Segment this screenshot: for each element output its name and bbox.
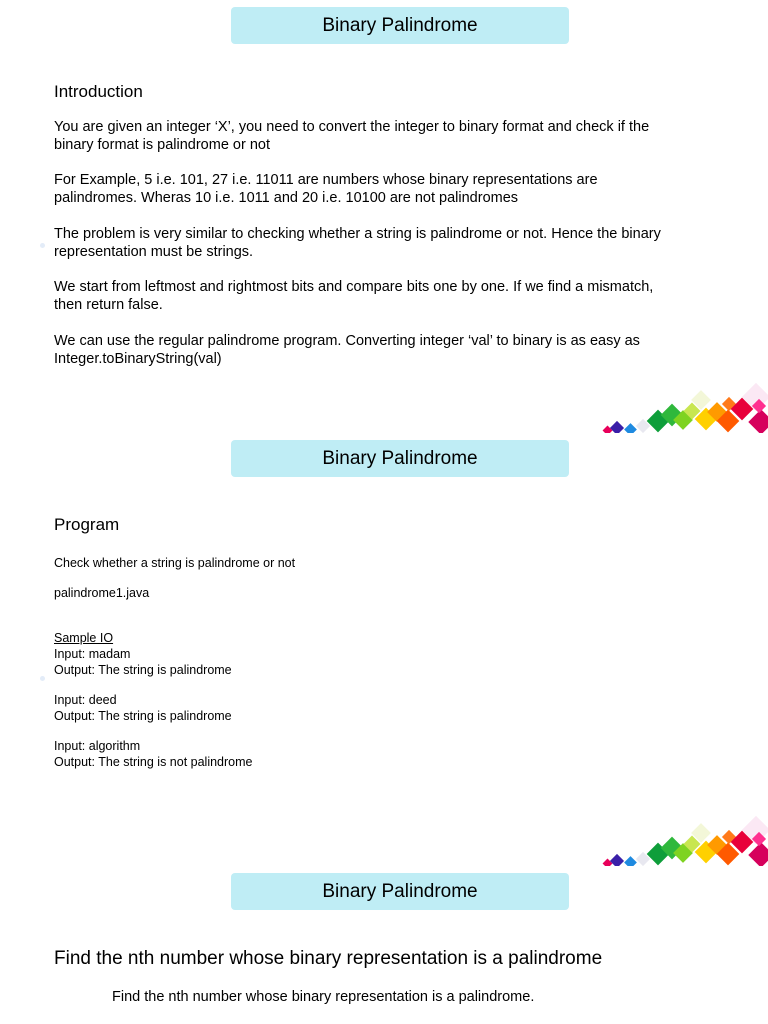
- paragraph: For Example, 5 i.e. 101, 27 i.e. 11011 are numbers whose binary representations are palindromes. Wheras 10 i.e. 1011 and 20 i.e. 10100 are not palindromes: [54, 172, 598, 206]
- paragraph: We can use the regular palindrome program. Converting integer ‘val’ to binary is as easy as Integer.toBinaryString(val): [54, 333, 640, 367]
- slide-3: [0, 866, 768, 1024]
- sample-input: Input: deed: [54, 693, 117, 707]
- colorful-diamonds-decoration: [598, 816, 768, 866]
- sample-input: Input: algorithm: [54, 739, 141, 753]
- file-name: palindrome1.java: [54, 586, 150, 600]
- sample-input: Input: madam: [54, 647, 131, 661]
- sample-output: Output: The string is palindrome: [54, 709, 232, 723]
- slide-title: Binary Palindrome: [231, 7, 569, 44]
- sample-io-heading: Sample IO: [54, 631, 114, 645]
- slide-2: [0, 433, 768, 866]
- decorative-dot: [40, 243, 45, 248]
- sample-output: Output: The string is not palindrome: [54, 755, 253, 769]
- description-line: Check whether a string is palindrome or not: [54, 556, 296, 570]
- paragraph: The problem is very similar to checking whether a string is palindrome or not. Hence the binary representation must be strings.: [54, 226, 661, 260]
- colorful-diamonds-decoration: [598, 383, 768, 433]
- slide-1: [0, 0, 768, 433]
- slide-title: Binary Palindrome: [231, 440, 569, 477]
- section-heading: Introduction: [54, 82, 143, 101]
- sample-output: Output: The string is palindrome: [54, 663, 232, 677]
- paragraph: You are given an integer ‘X’, you need to convert the integer to binary format and check if the binary format is palindrome or not: [54, 119, 650, 153]
- decorative-dot: [40, 676, 45, 681]
- paragraph: Find the nth number whose binary representation is a palindrome.: [112, 989, 535, 1005]
- section-heading: Program: [54, 515, 120, 534]
- slide-title: Binary Palindrome: [231, 873, 569, 910]
- paragraph: We start from leftmost and rightmost bits and compare bits one by one. If we find a mismatch, then return false.: [54, 279, 654, 313]
- section-heading: Find the nth number whose binary representation is a palindrome: [54, 948, 603, 969]
